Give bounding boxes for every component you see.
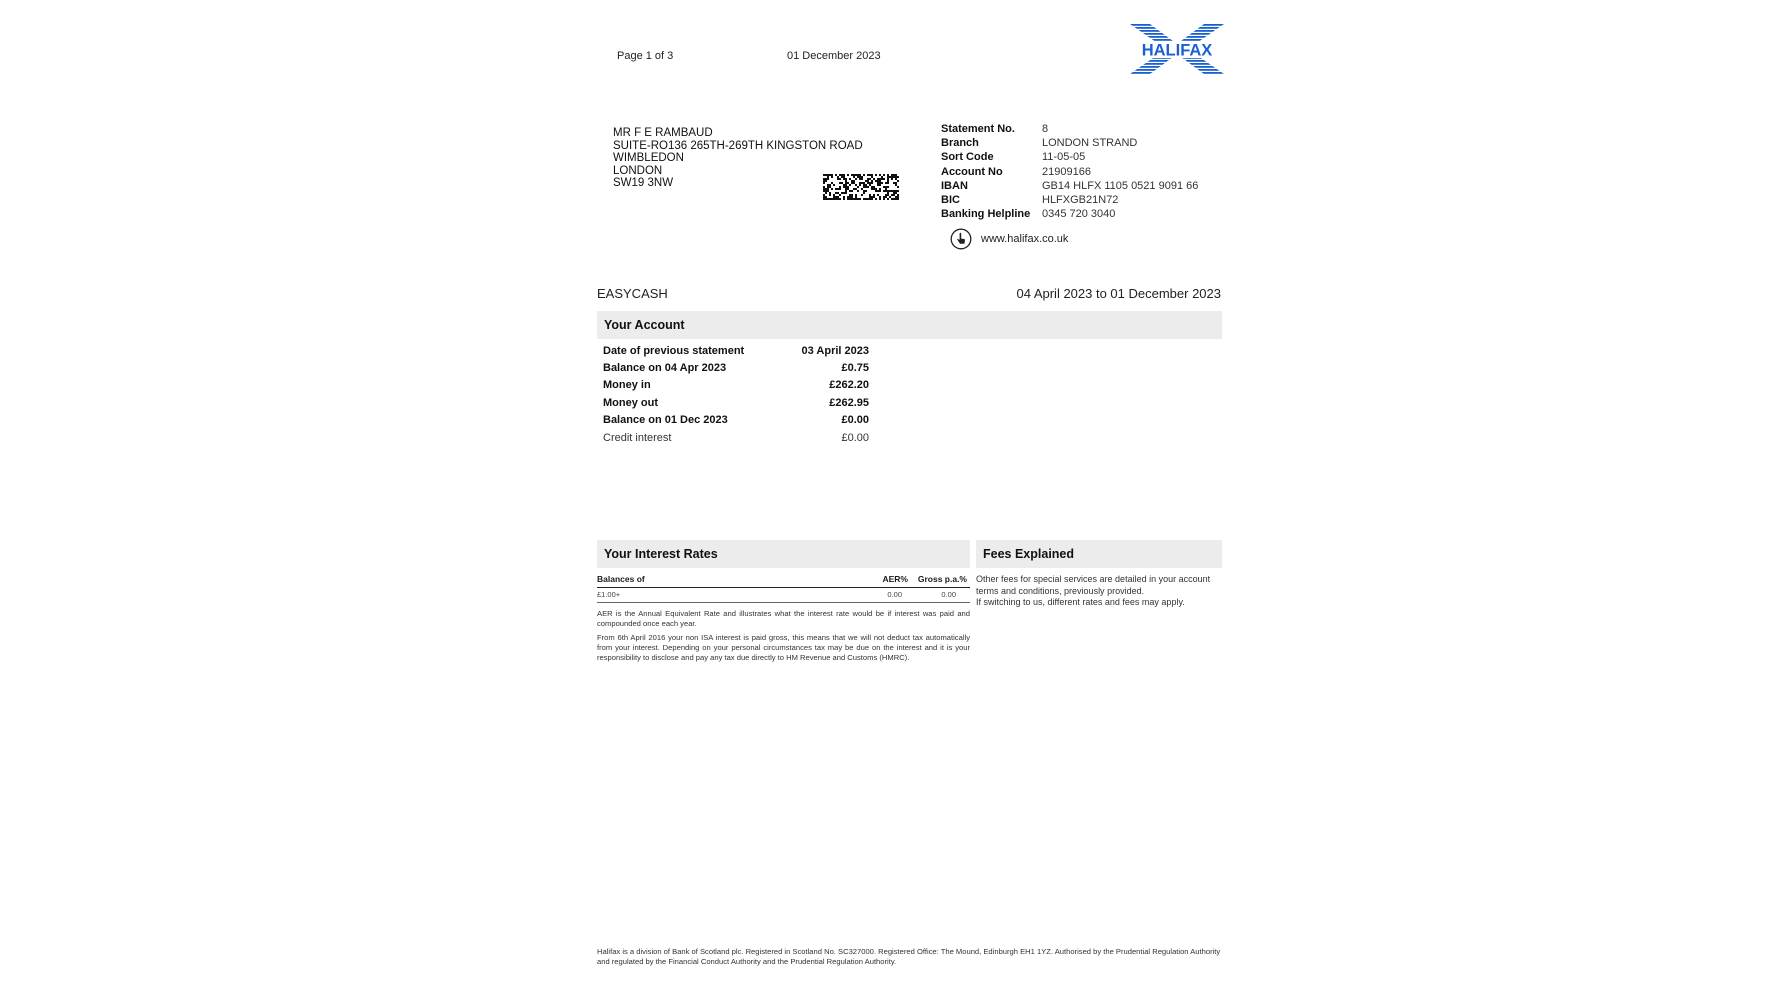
detail-value: HLFXGB21N72 xyxy=(1042,194,1119,207)
detail-label: BIC xyxy=(941,194,960,207)
detail-label: Account No xyxy=(941,165,1003,178)
address-line: SW19 3NW xyxy=(613,177,674,189)
website-link[interactable] xyxy=(950,228,1068,250)
halifax-logo xyxy=(1130,24,1224,74)
detail-value: 11-05-05 xyxy=(1042,151,1086,164)
row-value: £0.00 xyxy=(841,414,869,427)
detail-value: GB14 HLFX 1105 0521 9091 66 xyxy=(1042,179,1199,192)
row-value: £0.75 xyxy=(841,362,869,375)
your-account-table xyxy=(603,342,869,446)
cell-gross: 0.00 xyxy=(941,590,956,599)
detail-label: Statement No. xyxy=(941,123,1015,135)
your-account-header xyxy=(597,311,1222,339)
aer-note: AER is the Annual Equivalent Rate and illustrates what the interest rate would be if interest was paid and compounded once each year. xyxy=(597,609,970,628)
cell-aer: 0.00 xyxy=(887,590,902,599)
row-value: £262.20 xyxy=(829,379,869,392)
account-row xyxy=(603,359,869,376)
detail-row xyxy=(941,150,1198,164)
row-value: £0.00 xyxy=(841,431,869,444)
tax-note: From 6th April 2016 your non ISA interest is paid gross, this means that we will not deduct tax automatically from your interest. Depending on your personal circumstances tax may be due on the interest and it is your responsibility to disclose and pay any tax due directly to HM Revenue and Customs (HMRC). xyxy=(597,633,970,662)
account-row xyxy=(603,429,869,446)
address-line: SUITE-RO136 265TH-269TH KINGSTON ROAD xyxy=(613,139,863,152)
col-balances: Balances of xyxy=(597,574,645,584)
detail-row xyxy=(941,122,1198,136)
logo-wordmark: HALIFAX xyxy=(1141,41,1213,60)
statement-period: 04 April 2023 to 01 December 2023 xyxy=(1016,286,1221,301)
account-row xyxy=(603,412,869,429)
row-label: Balance on 01 Dec 2023 xyxy=(603,414,728,427)
detail-label: Banking Helpline xyxy=(941,208,1031,221)
account-details xyxy=(941,122,1198,221)
website-url[interactable]: www.halifax.co.uk xyxy=(981,233,1069,245)
detail-value: LONDON STRAND xyxy=(1042,137,1138,150)
detail-value: 0345 720 3040 xyxy=(1042,208,1116,221)
address-line: MR F E RAMBAUD xyxy=(613,127,713,139)
row-value: £262.95 xyxy=(829,396,869,409)
address-line: LONDON xyxy=(613,164,663,177)
mail-barcode xyxy=(823,174,899,200)
detail-row xyxy=(941,165,1198,179)
interest-rates-header xyxy=(597,540,970,568)
row-label: Date of previous statement xyxy=(603,344,745,357)
row-label: Credit interest xyxy=(603,431,672,444)
fees-line: If switching to us, different rates and fees may apply. xyxy=(976,597,1185,607)
fees-line: Other fees for special services are detailed in your account xyxy=(976,574,1211,584)
row-value: 03 April 2023 xyxy=(801,344,869,357)
row-label: Balance on 04 Apr 2023 xyxy=(603,362,727,375)
interest-rates-table xyxy=(597,574,970,603)
detail-label: IBAN xyxy=(941,179,968,192)
detail-row xyxy=(941,193,1198,207)
detail-value: 8 xyxy=(1042,123,1049,135)
address-line: WIMBLEDON xyxy=(613,152,684,164)
cell-balance: £1.00+ xyxy=(597,590,621,599)
rates-table-header xyxy=(597,574,970,588)
row-label: Money out xyxy=(603,396,658,409)
legal-footer: Halifax is a division of Bank of Scotland plc. Registered in Scotland No. SC327000. Registered Office: The Mound, Edinburgh EH1 1YZ. Authorised by the Prudential Regulation Authority and regulated by the Financial Conduct Authority and the Prudential Regulation Authority. xyxy=(597,947,1221,966)
fees-line: terms and conditions, previously provided. xyxy=(976,585,1145,596)
section-title: Fees Explained xyxy=(983,547,1075,561)
detail-label: Sort Code xyxy=(941,151,994,164)
detail-row xyxy=(941,136,1198,150)
detail-value: 21909166 xyxy=(1042,165,1091,178)
detail-label: Branch xyxy=(941,137,979,150)
section-title: Your Account xyxy=(604,318,685,332)
account-row xyxy=(603,394,869,411)
detail-row xyxy=(941,179,1198,193)
detail-row xyxy=(941,207,1198,221)
col-gross: Gross p.a.% xyxy=(917,574,967,584)
product-name: EASYCASH xyxy=(597,286,668,301)
col-aer: AER% xyxy=(882,574,908,584)
row-label: Money in xyxy=(603,379,651,392)
statement-date: 01 December 2023 xyxy=(787,50,881,62)
fees-explained-header xyxy=(976,540,1222,568)
page-number: Page 1 of 3 xyxy=(617,50,674,62)
account-row xyxy=(603,342,869,359)
rates-table-row xyxy=(597,588,970,603)
cursor-hand-icon xyxy=(950,228,972,250)
account-row xyxy=(603,377,869,394)
section-title: Your Interest Rates xyxy=(604,547,718,561)
fees-text xyxy=(976,574,1221,609)
